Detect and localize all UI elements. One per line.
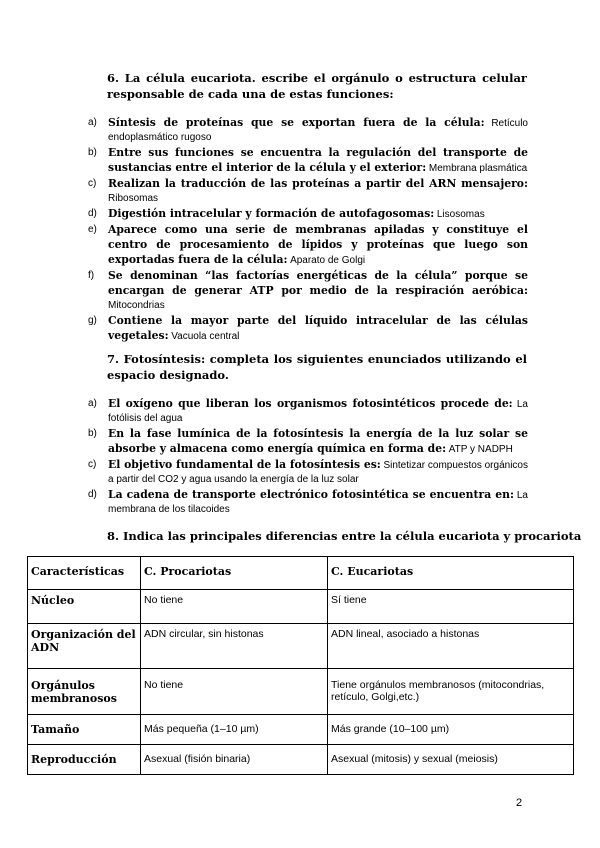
answer-text: ATP y NADPH — [448, 444, 513, 455]
item-marker: f) — [88, 270, 95, 281]
answer-text: Membrana plasmática — [428, 163, 528, 174]
list-item — [88, 488, 528, 517]
column-header: C. Eucariotas — [328, 557, 574, 590]
section-8-title: 8. Indica las principales diferencias entre la célula eucariota y procariota — [107, 529, 582, 543]
row-label: Tamaño — [28, 715, 141, 745]
section-6-list — [88, 116, 528, 345]
list-item — [88, 397, 528, 426]
comparison-table — [27, 556, 574, 775]
section-7-title: 7. Fotosíntesis: completa los siguientes enunciados utilizando el espacio designado. — [107, 352, 527, 382]
question-text: Contiene la mayor parte del líquido intracelular de las células vegetales: — [108, 314, 528, 342]
list-item — [88, 427, 528, 457]
prokaryote-cell: No tiene — [141, 669, 328, 715]
page-number: 2 — [516, 797, 523, 809]
question-text: Se denominan “las factorías energéticas de la célula” porque se encargan de generar ATP por medio de la respiración aeróbica: — [108, 269, 528, 297]
item-marker: e) — [88, 224, 97, 235]
question-text: Entre sus funciones se encuentra la regulación del transporte de sustancias entre el interior de la célula y el exterior: — [108, 146, 528, 174]
prokaryote-cell: No tiene — [141, 590, 328, 624]
column-header: C. Procariotas — [141, 557, 328, 590]
answer-text: La fotólisis del agua — [108, 399, 528, 424]
list-item — [88, 116, 528, 145]
item-marker: a) — [88, 398, 97, 409]
table-row — [28, 624, 574, 669]
item-marker: c) — [88, 178, 97, 189]
answer-text: La membrana de los tilacoides — [108, 490, 528, 515]
question-text: Síntesis de proteínas que se exportan fuera de la célula: — [108, 116, 485, 129]
answer-text: Ribosomas — [108, 193, 159, 204]
row-label: Reproducción — [28, 745, 141, 775]
prokaryote-cell: Más pequeña (1–10 µm) — [141, 715, 328, 745]
section-7-list — [88, 397, 528, 518]
table-row — [28, 745, 574, 775]
answer-text: Retículo endoplasmático rugoso — [108, 118, 528, 143]
list-item — [88, 177, 528, 206]
item-marker: g) — [88, 315, 97, 326]
question-text: Realizan la traducción de las proteínas a partir del ARN mensajero: — [108, 177, 528, 190]
eukaryote-cell: Tiene orgánulos membranosos (mitocondrias, retículo, Golgi,etc.) — [328, 669, 574, 715]
item-marker: b) — [88, 428, 97, 439]
question-text: Aparece como una serie de membranas apiladas y constituye el centro de procesamiento de lípidos y proteínas que luego son exportadas fuera de la célula: — [108, 223, 528, 266]
list-item — [88, 223, 528, 268]
item-marker: a) — [88, 117, 97, 128]
prokaryote-cell: ADN circular, sin histonas — [141, 624, 328, 669]
question-text: En la fase lumínica de la fotosíntesis la energía de la luz solar se absorbe y almacena como energía química en forma de: — [108, 427, 528, 455]
answer-text: Sintetizar compuestos orgánicos a partir del CO2 y agua usando la energía de la luz solar — [108, 460, 528, 485]
row-label: Núcleo — [28, 590, 141, 624]
table-row — [28, 669, 574, 715]
question-text: Digestión intracelular y formación de autofagosomas: — [108, 207, 435, 220]
eukaryote-cell: Asexual (mitosis) y sexual (meiosis) — [328, 745, 574, 775]
question-text: El oxígeno que liberan los organismos fotosintéticos procede de: — [108, 397, 513, 410]
list-item — [88, 314, 528, 344]
question-text: El objetivo fundamental de la fotosíntesis es: — [108, 458, 381, 471]
list-item — [88, 458, 528, 487]
table-row — [28, 590, 574, 624]
list-item — [88, 146, 528, 176]
section-6-title: 6. La célula eucariota. escribe el orgánulo o estructura celular responsable de cada una de estas funciones: — [107, 71, 527, 101]
eukaryote-cell: Sí tiene — [328, 590, 574, 624]
eukaryote-cell: Más grande (10–100 µm) — [328, 715, 574, 745]
eukaryote-cell: ADN lineal, asociado a histonas — [328, 624, 574, 669]
list-item — [88, 207, 528, 222]
row-label: Organización del ADN — [28, 624, 141, 669]
answer-text: Aparato de Golgi — [290, 255, 366, 266]
item-marker: b) — [88, 147, 97, 158]
table-header-row — [28, 557, 574, 590]
column-header: Características — [28, 557, 141, 590]
item-marker: d) — [88, 489, 97, 500]
table-row — [28, 715, 574, 745]
row-label: Orgánulos membranosos — [28, 669, 141, 715]
prokaryote-cell: Asexual (fisión binaria) — [141, 745, 328, 775]
item-marker: d) — [88, 208, 97, 219]
item-marker: c) — [88, 459, 97, 470]
question-text: La cadena de transporte electrónico fotosintética se encuentra en: — [108, 488, 514, 501]
answer-text: Vacuola central — [171, 331, 240, 342]
answer-text: Mitocondrias — [108, 300, 165, 311]
list-item — [88, 269, 528, 313]
answer-text: Lisosomas — [436, 209, 485, 220]
